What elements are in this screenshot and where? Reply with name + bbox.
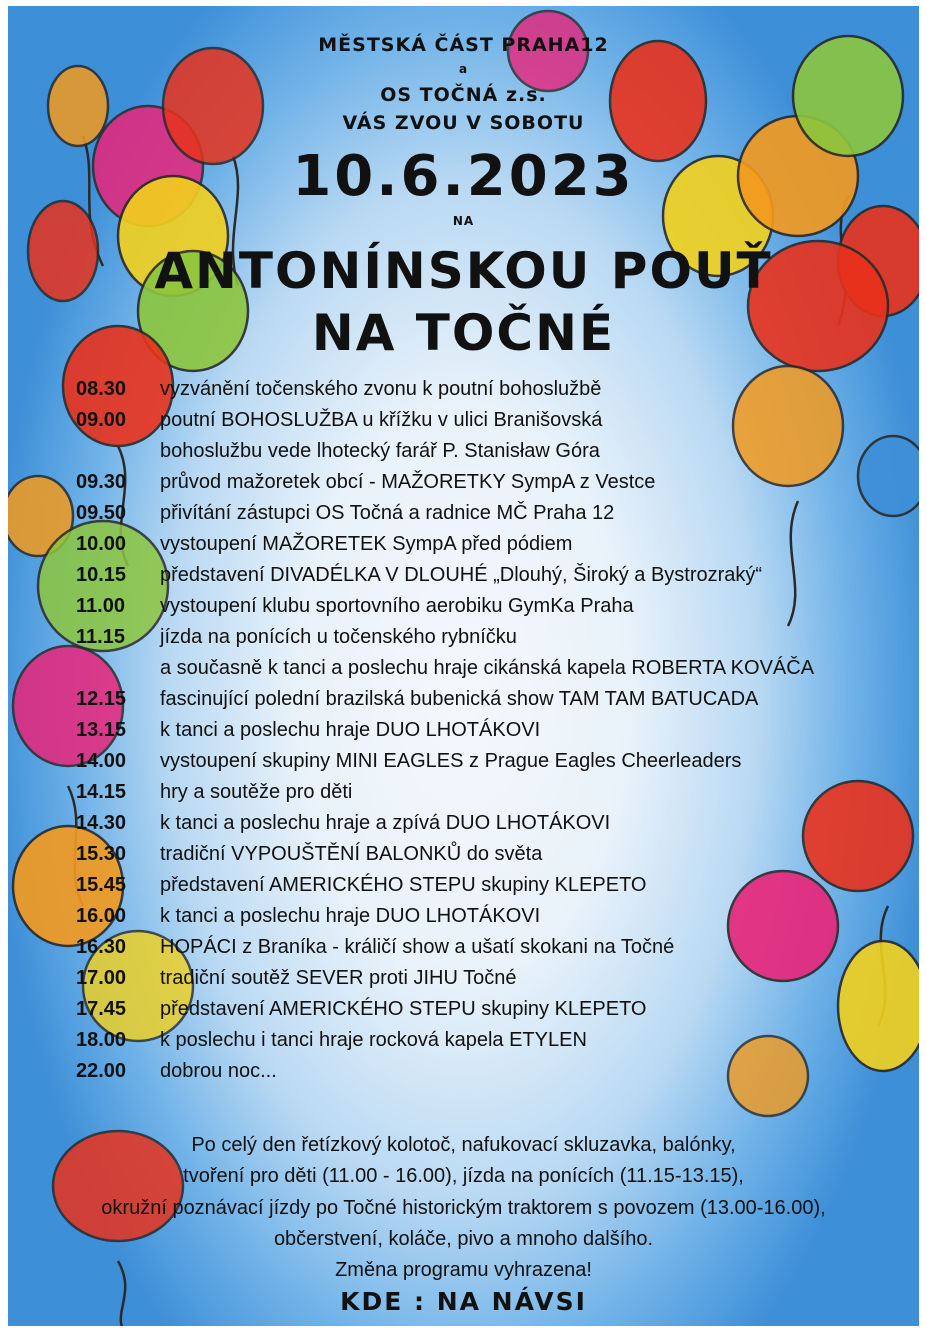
schedule-text: k tanci a poslechu hraje DUO LHOTÁKOVI bbox=[160, 719, 541, 741]
schedule-time: 09.00 bbox=[76, 409, 127, 431]
schedule-time: 14.00 bbox=[76, 750, 127, 772]
schedule-text: HOPÁCI z Braníka - králičí show a ušatí skokani na Točné bbox=[160, 936, 675, 958]
organizer-line-1: MĚSTSKÁ ČÁST PRAHA12 bbox=[318, 34, 609, 56]
footer-line: Po celý den řetízkový kolotoč, nafukovací skluzavka, balónky, bbox=[191, 1134, 736, 1156]
schedule-text: vystoupení klubu sportovního aerobiku GymKa Praha bbox=[160, 595, 634, 617]
schedule-time: 22.00 bbox=[76, 1060, 127, 1082]
event-date: 10.6.2023 bbox=[292, 144, 635, 209]
footer-line: občerstvení, koláče, pivo a mnoho dalšího. bbox=[273, 1227, 654, 1250]
footer-info bbox=[8, 1130, 919, 1286]
schedule-text: fascinující polední brazilská bubenická show TAM TAM BATUCADA bbox=[160, 688, 759, 710]
schedule-text: tradiční VYPOUŠTĚNÍ BALONKŮ do světa bbox=[160, 843, 543, 865]
schedule-text: vyzvánění točenského zvonu k poutní bohoslužbě bbox=[160, 378, 602, 400]
schedule-time: 09.30 bbox=[76, 471, 127, 493]
schedule-time: 17.00 bbox=[76, 967, 127, 989]
schedule-text: dobrou noc... bbox=[160, 1060, 277, 1082]
schedule-text: vystoupení skupiny MINI EAGLES z Prague Eagles Cheerleaders bbox=[160, 750, 742, 772]
event-title-line-2: NA TOČNÉ bbox=[311, 304, 616, 362]
schedule-text: představení AMERICKÉHO STEPU skupiny KLEPETO bbox=[160, 874, 647, 896]
schedule-time: 15.30 bbox=[76, 843, 127, 865]
schedule-text: představení AMERICKÉHO STEPU skupiny KLEPETO bbox=[160, 998, 647, 1020]
schedule-text: bohoslužbu vede lhotecký farář P. Stanisław Góra bbox=[160, 440, 600, 462]
schedule-text: tradiční soutěž SEVER proti JIHU Točné bbox=[160, 967, 517, 989]
footer-line: tvoření pro děti (11.00 - 16.00), jízda na ponících (11.15-13.15), bbox=[183, 1165, 744, 1188]
schedule-time: 16.00 bbox=[76, 905, 127, 927]
organizer-line-2: OS TOČNÁ z.s. bbox=[380, 84, 547, 106]
schedule-time: 10.00 bbox=[76, 533, 127, 555]
schedule-time: 14.15 bbox=[76, 781, 127, 803]
schedule-text: poutní BOHOSLUŽBA u křížku v ulici Branišovská bbox=[160, 409, 603, 431]
schedule-time: 11.15 bbox=[76, 626, 125, 648]
poster bbox=[8, 6, 919, 1326]
schedule-text: představení DIVADÉLKA V DLOUHÉ „Dlouhý, Široký a Bystrozraký“ bbox=[160, 564, 763, 586]
schedule-text: a současně k tanci a poslechu hraje cikánská kapela ROBERTA KOVÁČA bbox=[160, 657, 815, 679]
schedule-time: 14.30 bbox=[76, 812, 127, 834]
schedule-time: 15.45 bbox=[76, 874, 127, 896]
on-word: NA bbox=[452, 214, 475, 228]
schedule-text: vystoupení MAŽORETEK SympA před pódiem bbox=[160, 533, 573, 555]
schedule-text: přivítání zástupci OS Točná a radnice MČ Praha 12 bbox=[160, 502, 615, 524]
schedule-time: 11.00 bbox=[76, 595, 125, 617]
schedule-time: 16.30 bbox=[76, 936, 127, 958]
invite-line: VÁS ZVOU V SOBOTU bbox=[342, 112, 585, 134]
footer-line: okružní poznávací jízdy po Točné historickým traktorem s povozem (13.00-16.00), bbox=[101, 1196, 826, 1219]
event-place: KDE : NA NÁVSI bbox=[340, 1287, 587, 1316]
schedule-text: hry a soutěže pro děti bbox=[160, 781, 353, 803]
footer-line: Změna programu vyhrazena! bbox=[335, 1259, 592, 1282]
event-title-line-1: ANTONÍNSKOU POUŤ bbox=[154, 242, 773, 300]
schedule-time: 08.30 bbox=[76, 378, 127, 400]
schedule-time: 12.15 bbox=[76, 688, 127, 710]
schedule-time: 13.15 bbox=[76, 719, 127, 741]
schedule-time: 10.15 bbox=[76, 564, 127, 586]
schedule-text: jízda na ponících u točenského rybníčku bbox=[160, 626, 517, 648]
schedule-text: k poslechu i tanci hraje rocková kapela ETYLEN bbox=[160, 1029, 587, 1051]
schedule-text: k tanci a poslechu hraje DUO LHOTÁKOVI bbox=[160, 905, 541, 927]
schedule-text: průvod mažoretek obcí - MAŽORETKY SympA z Vestce bbox=[160, 471, 656, 493]
schedule-time: 09.50 bbox=[76, 502, 127, 524]
and-word: a bbox=[458, 62, 469, 76]
schedule-text: k tanci a poslechu hraje a zpívá DUO LHOTÁKOVI bbox=[160, 812, 611, 834]
schedule-time: 18.00 bbox=[76, 1029, 127, 1051]
schedule-time: 17.45 bbox=[76, 998, 127, 1020]
